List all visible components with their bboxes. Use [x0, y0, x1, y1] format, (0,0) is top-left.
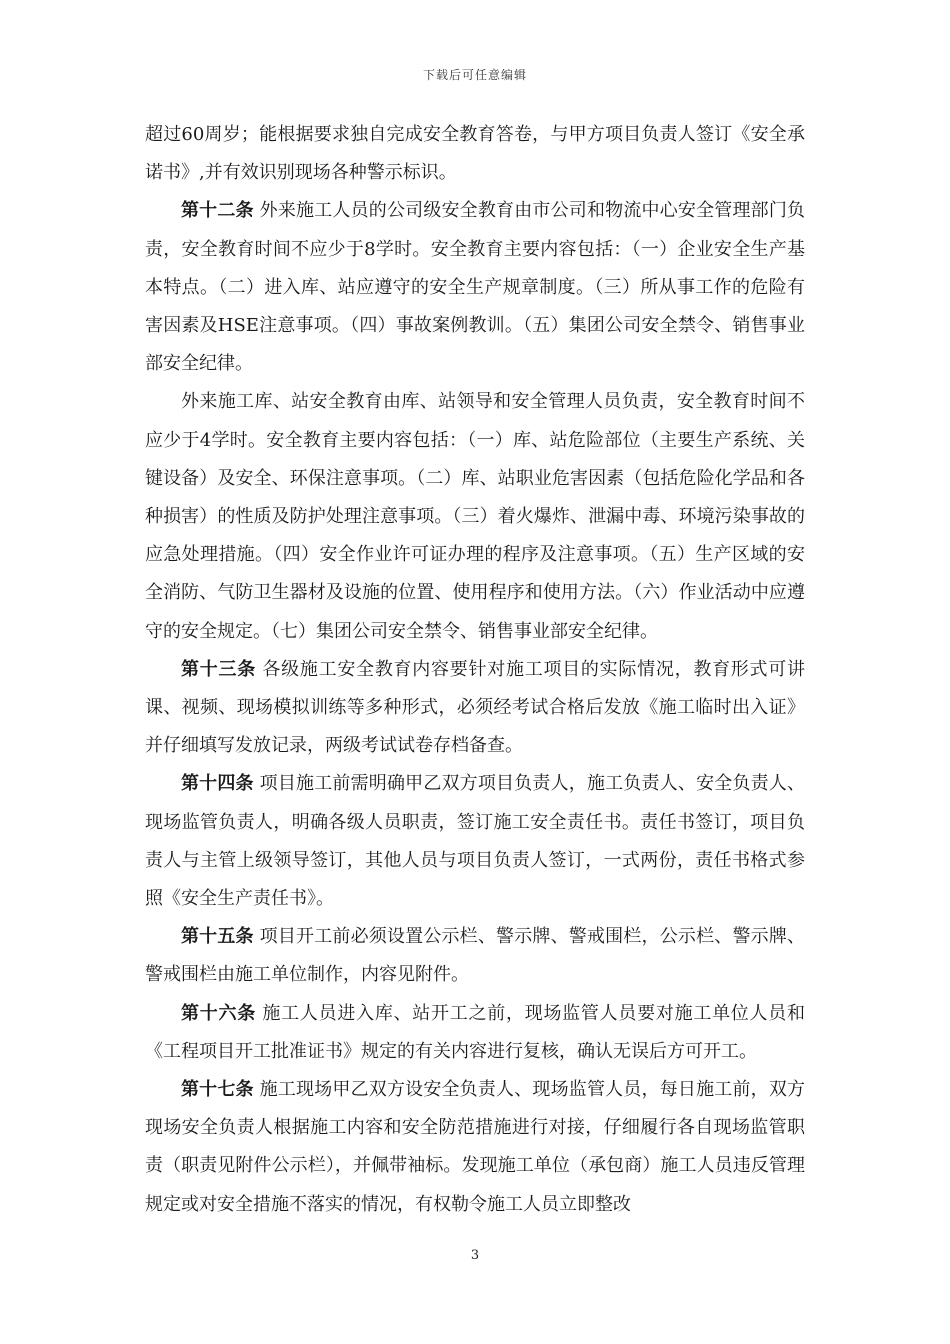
header-note: 下载后可任意编辑: [422, 68, 527, 82]
paragraph-text: 施工人员进入库、站开工之前，现场监管人员要对施工单位人员和《工程项目开工批准证书》规定的有关内容进行复核，确认无误后方可开工。: [145, 1002, 806, 1062]
article-heading: 第十五条: [181, 926, 254, 948]
paragraph-station-education: [145, 383, 805, 650]
document-body: [145, 116, 805, 1224]
paragraph-text: 超过60周岁；能根据要求独自完成安全教育答卷，与甲方项目负责人签订《安全承诺书》,并有效识别现场各种警示标识。: [145, 124, 805, 184]
article-heading: 第十三条: [181, 658, 256, 680]
article-12: [145, 192, 805, 383]
paragraph-text: 施工现场甲乙双方设安全负责人、现场监管人员，每日施工前，双方现场安全负责人根据施工内容和安全防范措施进行对接，仔细履行各自现场监管职责（职责见附件公示栏），并佩带袖标。发现施工单位（承包商）施工人员违反管理规定或对安全措施不落实的情况，有权勒令施工人员立即整改: [145, 1079, 806, 1215]
paragraph-continuation: [145, 116, 805, 192]
paragraph-text: 项目开工前必须设置公示栏、警示牌、警戒围栏，公示栏、警示牌、警戒围栏由施工单位制作，内容见附件。: [145, 926, 806, 986]
paragraph-text: 外来施工库、站安全教育由库、站领导和安全管理人员负责，安全教育时间不应少于4学时。安全教育主要内容包括：（一）库、站危险部位（主要生产系统、关键设备）及安全、环保注意事项。（二）库、站职业危害因素（包括危险化学品和各种损害）的性质及防护处理注意事项。（三）着火爆炸、泄漏中毒、环境污染事故的应急处理措施。（四）安全作业许可证办理的程序及注意事项。（五）生产区域的安全消防、气防卫生器材及设施的位置、使用程序和使用方法。（六）作业活动中应遵守的安全规定。（七）集团公司安全禁令、销售事业部安全纪律。: [145, 391, 805, 642]
article-16: [145, 995, 805, 1071]
article-15: [145, 918, 805, 994]
article-14: [145, 765, 805, 918]
paragraph-text: 各级施工安全教育内容要针对施工项目的实际情况，教育形式可讲课、视频、现场模拟训练等多种形式，必须经考试合格后发放《施工临时出入证》并仔细填写发放记录，两级考试试卷存档备查。: [145, 658, 806, 757]
article-13: [145, 651, 805, 766]
page-number: 3: [470, 1248, 480, 1263]
article-heading: 第十二条: [181, 200, 254, 222]
article-heading: 第十六条: [181, 1002, 256, 1024]
paragraph-text: 项目施工前需明确甲乙双方项目负责人，施工负责人、安全负责人、现场监管负责人，明确各级人员职责，签订施工安全责任书。责任书签订，项目负责人与主管上级领导签订，其他人员与项目负责人签订，一式两份，责任书格式参照《安全生产责任书》。: [145, 773, 806, 910]
article-heading: 第十四条: [181, 773, 254, 795]
article-heading: 第十七条: [181, 1079, 254, 1101]
paragraph-text: 外来施工人员的公司级安全教育由市公司和物流中心安全管理部门负责，安全教育时间不应少于8学时。安全教育主要内容包括：（一）企业安全生产基本特点。（二）进入库、站应遵守的安全生产规章制度。（三）所从事工作的危险有害因素及HSE注意事项。（四）事故案例教训。（五）集团公司安全禁令、销售事业部安全纪律。: [145, 200, 806, 375]
article-17: [145, 1071, 805, 1224]
